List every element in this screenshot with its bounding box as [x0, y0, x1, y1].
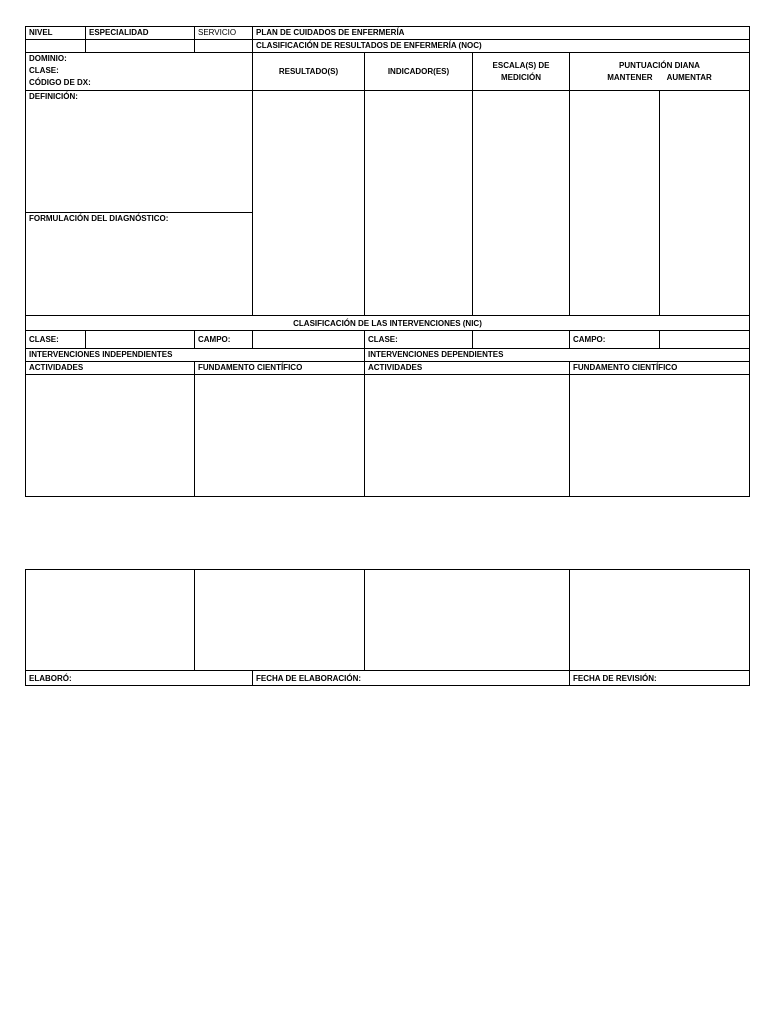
noc-title: CLASIFICACIÓN DE RESULTADOS DE ENFERMERÍA (NOC) [252, 39, 750, 53]
fundamento-left-field[interactable] [194, 374, 365, 497]
independientes-header: INTERVENCIONES INDEPENDIENTES [25, 348, 365, 362]
formulacion-box[interactable] [25, 212, 253, 316]
formulacion-label: FORMULACIÓN DEL DIAGNÓSTICO: [29, 214, 169, 223]
indicadores-header [364, 52, 473, 91]
nic-campo-right-field[interactable] [659, 330, 750, 349]
nic-campo-right-label: CAMPO: [569, 330, 660, 349]
especialidad-label: ESPECIALIDAD [85, 26, 195, 40]
clase-label: CLASE: [29, 66, 59, 75]
nic-campo-left-label: CAMPO: [194, 330, 253, 349]
nivel-field[interactable] [25, 39, 86, 53]
nic-clase-left-label: CLASE: [25, 330, 86, 349]
actividades-right-field[interactable] [364, 374, 570, 497]
puntuacion-label: PUNTUACIÓN DIANA [619, 60, 700, 70]
escala-header [472, 52, 570, 91]
elaboro-field[interactable] [25, 670, 253, 686]
resultados-field[interactable] [252, 90, 365, 316]
continuation-col4-field[interactable] [569, 569, 750, 671]
escala-label-line1: ESCALA(S) DE [492, 60, 550, 70]
codigo-dx-label: CÓDIGO DE DX: [29, 78, 91, 87]
fecha-elaboracion-field[interactable] [252, 670, 570, 686]
puntuacion-header [569, 52, 750, 91]
fecha-elaboracion-label: FECHA DE ELABORACIÓN: [256, 674, 362, 683]
continuation-col2-field[interactable] [194, 569, 365, 671]
nic-clase-right-field[interactable] [472, 330, 570, 349]
continuation-col3-field[interactable] [364, 569, 570, 671]
dependientes-header: INTERVENCIONES DEPENDIENTES [364, 348, 750, 362]
actividades-left-header: ACTIVIDADES [25, 361, 195, 375]
servicio-label: SERVICIO [194, 26, 253, 40]
escala-label-line2: MEDICIÓN [501, 72, 541, 82]
dominio-label: DOMINIO: [29, 54, 67, 63]
nic-clase-right-label: CLASE: [364, 330, 473, 349]
elaboro-label: ELABORÓ: [29, 674, 72, 683]
nic-title: CLASIFICACIÓN DE LAS INTERVENCIONES (NIC) [25, 315, 750, 331]
nic-campo-left-field[interactable] [252, 330, 365, 349]
actividades-left-field[interactable] [25, 374, 195, 497]
fundamento-right-header: FUNDAMENTO CIENTÍFICO [569, 361, 750, 375]
mantener-label: MANTENER [607, 72, 653, 82]
especialidad-field[interactable] [85, 39, 195, 53]
fundamento-right-field[interactable] [569, 374, 750, 497]
resultados-label: RESULTADO(S) [278, 66, 339, 76]
mantener-field[interactable] [569, 90, 660, 316]
diagnosis-header [25, 52, 253, 91]
aumentar-field[interactable] [659, 90, 750, 316]
nic-clase-left-field[interactable] [85, 330, 195, 349]
definicion-box[interactable] [25, 90, 253, 213]
fundamento-left-header: FUNDAMENTO CIENTÍFICO [194, 361, 365, 375]
indicadores-field[interactable] [364, 90, 473, 316]
plan-title: PLAN DE CUIDADOS DE ENFERMERÍA [252, 26, 750, 40]
resultados-header [252, 52, 365, 91]
nivel-label: NIVEL [25, 26, 86, 40]
indicadores-label: INDICADOR(ES) [387, 66, 450, 76]
servicio-field[interactable] [194, 39, 253, 53]
escala-field[interactable] [472, 90, 570, 316]
fecha-revision-field[interactable] [569, 670, 750, 686]
fecha-revision-label: FECHA DE REVISIÓN: [573, 674, 657, 683]
actividades-right-header: ACTIVIDADES [364, 361, 570, 375]
definicion-label: DEFINICIÓN: [29, 92, 78, 101]
continuation-col1-field[interactable] [25, 569, 195, 671]
aumentar-label: AUMENTAR [666, 72, 712, 82]
